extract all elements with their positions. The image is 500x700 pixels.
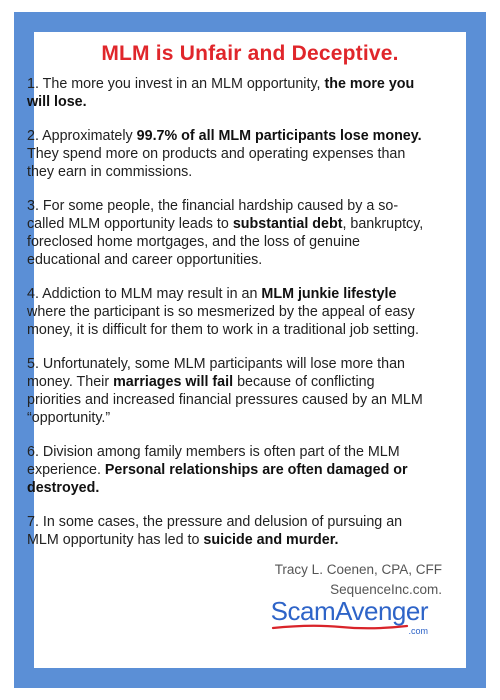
list-item: 6. Division among family members is often part of the MLM experience. Personal relationships are often damaged or destroyed. bbox=[27, 444, 408, 496]
list-item: 3. For some people, the financial hardship caused by a so-called MLM opportunity leads to substantial debt, bankruptcy, foreclosed home mortgages, and the loss of genuine educational and career opportunities. bbox=[27, 198, 424, 268]
emphasis-text: 99.7% of all MLM participants lose money. bbox=[136, 128, 422, 144]
page-title: MLM is Unfair and Deceptive. bbox=[101, 42, 399, 66]
emphasis-text: substantial debt bbox=[232, 216, 343, 232]
list-item: 1. The more you invest in an MLM opportunity, the more you will lose. bbox=[27, 76, 415, 110]
emphasis-text: suicide and murder. bbox=[203, 532, 339, 548]
list-item: 7. In some cases, the pressure and delusion of pursuing an MLM opportunity has led to suicide and murder. bbox=[27, 514, 403, 548]
points-list bbox=[27, 75, 427, 565]
emphasis-text: Personal relationships are often damaged or destroyed. bbox=[27, 462, 408, 496]
logo-suffix: .com bbox=[408, 626, 428, 636]
emphasis-text: the more you will lose. bbox=[27, 76, 415, 110]
emphasis-text: marriages will fail bbox=[113, 374, 234, 390]
scamavenger-logo[interactable] bbox=[270, 596, 428, 636]
author-signature bbox=[275, 560, 442, 600]
list-item: 4. Addiction to MLM may result in an MLM junkie lifestyle where the participant is so mesmerized by the appeal of easy money, it is difficult for them to work in a traditional job setting. bbox=[27, 286, 420, 338]
emphasis-text: MLM junkie lifestyle bbox=[261, 286, 397, 302]
author-website: SequenceInc.com. bbox=[330, 582, 442, 597]
logo-text: ScamAvenger bbox=[270, 596, 428, 626]
author-name: Tracy L. Coenen, CPA, CFF bbox=[274, 562, 442, 577]
list-item: 2. Approximately 99.7% of all MLM participants lose money. They spend more on products and operating expenses than they earn in commissions. bbox=[27, 128, 422, 180]
logo-swoosh-underline bbox=[271, 623, 409, 631]
list-item: 5. Unfortunately, some MLM participants will lose more than money. Their marriages will fail because of conflicting priorities and increased financial pressures caused by an MLM “opportunity.” bbox=[27, 356, 423, 426]
